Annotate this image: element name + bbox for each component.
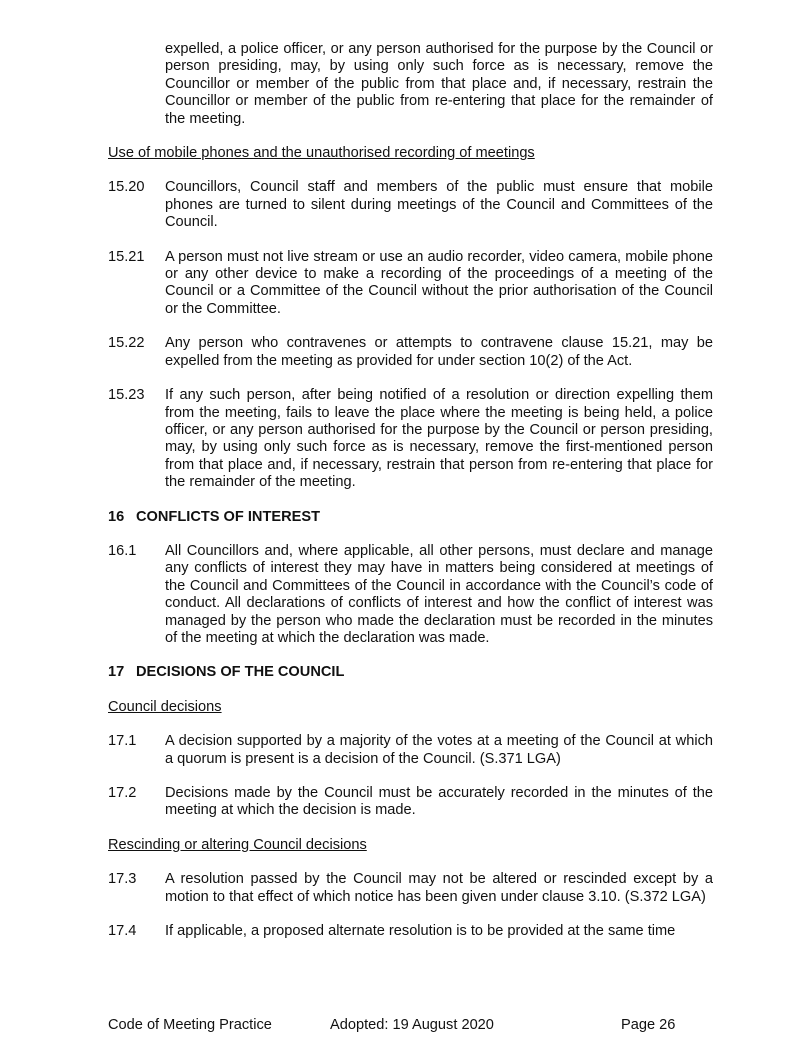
clause-text: If applicable, a proposed alternate resolution is to be provided at the same time <box>165 923 676 940</box>
clause-17-2 <box>108 785 713 820</box>
section-number: 17 <box>108 664 125 681</box>
clause-number: 15.22 <box>108 335 145 352</box>
clause-17-1 <box>108 733 713 768</box>
page-content <box>108 41 713 940</box>
continued-paragraph: expelled, a police officer, or any person authorised for the purpose by the Council or person presiding, may, by using only such force as is necessary, remove the Councillor or member of the public from that place and, if necessary, restrain the Councillor or member of the public from re-entering that place for the remainder of the meeting. <box>165 41 713 127</box>
clause-text: Decisions made by the Council must be accurately recorded in the minutes of the meeting at which the decision is made. <box>165 785 713 819</box>
subheading-rescinding: Rescinding or altering Council decisions <box>108 836 367 853</box>
section-title: DECISIONS OF THE COUNCIL <box>136 664 345 681</box>
clause-text: Any person who contravenes or attempts to contravene clause 15.21, may be expelled from the meeting as provided for under section 10(2) of the Act. <box>165 335 713 369</box>
clause-text: A decision supported by a majority of the votes at a meeting of the Council at which a quorum is present is a decision of the Council. (S.371 LGA) <box>165 733 713 767</box>
clause-17-4 <box>108 923 713 940</box>
clause-text: All Councillors and, where applicable, all other persons, must declare and manage any conflicts of interest they may have in matters being considered at meetings of the Council and Committees of the Council in accordance with the Council’s code of conduct. All declarations of conflicts of interest and how the conflict of interest was managed by the person who made the declaration must be recorded in the minutes of the meeting at which the declaration was made. <box>165 542 713 646</box>
section-number: 16 <box>108 508 125 525</box>
clause-16-1 <box>108 543 713 647</box>
footer-page-number: Page 26 <box>621 1017 676 1033</box>
clause-number: 15.23 <box>108 387 145 404</box>
section-title: CONFLICTS OF INTEREST <box>136 508 321 525</box>
clause-number: 15.20 <box>108 179 145 196</box>
footer-document-title: Code of Meeting Practice <box>108 1017 272 1033</box>
clause-17-3 <box>108 871 713 906</box>
clause-number: 15.21 <box>108 248 145 265</box>
clause-15-21 <box>108 249 713 319</box>
section-heading-17 <box>108 664 713 681</box>
section-heading-16 <box>108 509 713 526</box>
clause-15-23 <box>108 387 713 491</box>
clause-text: If any such person, after being notified of a resolution or direction expelling them from the meeting, fails to leave the place where the meeting is being held, a police officer, or any person authorised for the purpose by the Council or person presiding, may, by using only such force as is necessary, remove the first-mentioned person from that place and, if necessary, restrain that person from re-entering that place for the remainder of the meeting. <box>165 387 713 491</box>
clause-number: 16.1 <box>108 542 137 559</box>
clause-text: Councillors, Council staff and members of the public must ensure that mobile phones are turned to silent during meetings of the Council and Committees of the Council. <box>165 179 713 231</box>
clause-number: 17.2 <box>108 785 137 801</box>
subheading-mobile-phones: Use of mobile phones and the unauthorised recording of meetings <box>108 145 535 162</box>
footer-adopted-date: Adopted: 19 August 2020 <box>330 1017 494 1033</box>
page-footer <box>108 1017 713 1035</box>
subheading-council-decisions: Council decisions <box>108 698 222 715</box>
clause-number: 17.4 <box>108 923 137 940</box>
clause-text: A person must not live stream or use an audio recorder, video camera, mobile phone or any other device to make a recording of the proceedings of a meeting of the Council or a Committee of the Council without the prior authorisation of the Council or the Committee. <box>165 248 713 317</box>
clause-15-22 <box>108 335 713 370</box>
clause-text: A resolution passed by the Council may not be altered or rescinded except by a motion to that effect of which notice has been given under clause 3.10. (S.372 LGA) <box>165 871 713 905</box>
clause-number: 17.3 <box>108 871 137 888</box>
clause-number: 17.1 <box>108 733 137 750</box>
clause-15-20 <box>108 179 713 231</box>
